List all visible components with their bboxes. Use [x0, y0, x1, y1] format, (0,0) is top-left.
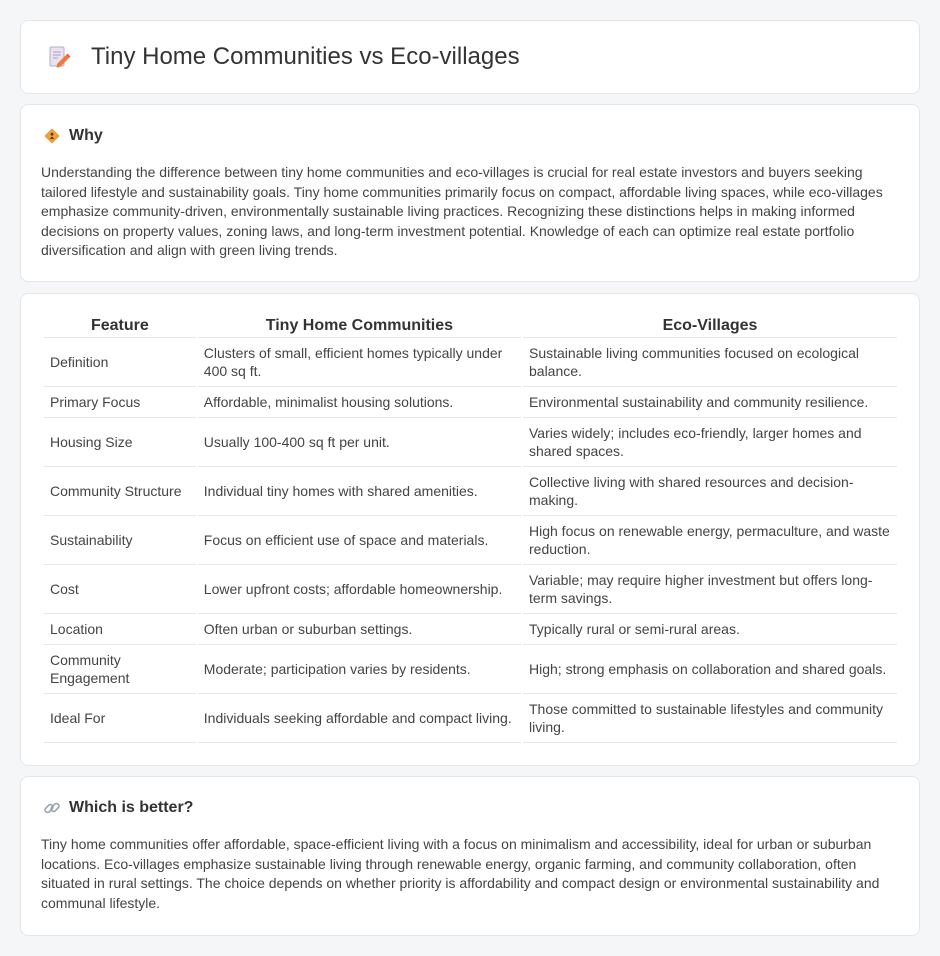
table-header-row: [44, 316, 897, 338]
header-feature: Feature: [44, 316, 196, 338]
feature-cell: Community Structure: [44, 467, 196, 516]
feature-cell: Sustainability: [44, 516, 196, 565]
header-eco-villages: Eco-Villages: [523, 316, 897, 338]
table-row: [44, 467, 897, 516]
better-heading: Which is better?: [69, 799, 194, 816]
table-row: [44, 338, 897, 387]
feature-cell: Housing Size: [44, 418, 196, 467]
tiny-home-cell: Lower upfront costs; affordable homeownership.: [198, 565, 521, 614]
header-tiny-home: Tiny Home Communities: [198, 316, 521, 338]
link-icon: [43, 799, 61, 817]
feature-cell: Ideal For: [44, 694, 196, 743]
feature-cell: Community Engagement: [44, 645, 196, 694]
tiny-home-cell: Often urban or suburban settings.: [198, 614, 521, 645]
better-header: [21, 777, 919, 817]
tiny-home-cell: Clusters of small, efficient homes typically under 400 sq ft.: [198, 338, 521, 387]
table-row: [44, 645, 897, 694]
table-row: [44, 387, 897, 418]
comparison-card: [20, 293, 920, 766]
eco-village-cell: Varies widely; includes eco-friendly, larger homes and shared spaces.: [523, 418, 897, 467]
eco-village-cell: Sustainable living communities focused on ecological balance.: [523, 338, 897, 387]
tiny-home-cell: Usually 100-400 sq ft per unit.: [198, 418, 521, 467]
tiny-home-cell: Individuals seeking affordable and compact living.: [198, 694, 521, 743]
table-row: [44, 614, 897, 645]
eco-village-cell: Variable; may require higher investment but offers long-term savings.: [523, 565, 897, 614]
title-card: [20, 20, 920, 94]
feature-cell: Definition: [44, 338, 196, 387]
eco-village-cell: Those committed to sustainable lifestyles and community living.: [523, 694, 897, 743]
tiny-home-cell: Affordable, minimalist housing solutions.: [198, 387, 521, 418]
why-card: [20, 104, 920, 282]
tiny-home-cell: Focus on efficient use of space and materials.: [198, 516, 521, 565]
document-pencil-icon: [47, 45, 71, 69]
table-row: [44, 516, 897, 565]
title-row: [21, 21, 919, 93]
why-heading: Why: [69, 127, 103, 144]
feature-cell: Location: [44, 614, 196, 645]
comparison-table: [42, 316, 899, 743]
tiny-home-cell: Individual tiny homes with shared amenities.: [198, 467, 521, 516]
why-header: [21, 105, 919, 145]
tiny-home-cell: Moderate; participation varies by residents.: [198, 645, 521, 694]
eco-village-cell: High; strong emphasis on collaboration and shared goals.: [523, 645, 897, 694]
page-title: Tiny Home Communities vs Eco-villages: [91, 43, 520, 70]
why-text: Understanding the difference between tiny home communities and eco-villages is crucial for real estate investors and buyers seeking tailored lifestyle and sustainability goals. Tiny home communities primarily focus on compact, affordable living spaces, while eco-villages emphasize community-driven, environmentally sustainable living practices. Recognizing these distinctions helps in making informed decisions on property values, zoning laws, and long-term investment potential. Knowledge of each can optimize real estate portfolio diversification and align with green living trends.: [41, 164, 883, 258]
eco-village-cell: High focus on renewable energy, permaculture, and waste reduction.: [523, 516, 897, 565]
eco-village-cell: Typically rural or semi-rural areas.: [523, 614, 897, 645]
eco-village-cell: Environmental sustainability and community resilience.: [523, 387, 897, 418]
eco-village-cell: Collective living with shared resources and decision-making.: [523, 467, 897, 516]
feature-cell: Primary Focus: [44, 387, 196, 418]
table-row: [44, 418, 897, 467]
table-row: [44, 565, 897, 614]
which-better-card: [20, 776, 920, 936]
feature-cell: Cost: [44, 565, 196, 614]
table-row: [44, 694, 897, 743]
warning-sign-icon: [43, 127, 61, 145]
better-text: Tiny home communities offer affordable, space-efficient living with a focus on minimalism and accessibility, ideal for urban or suburban locations. Eco-villages emphasize sustainable living through renewable energy, organic farming, and community collaboration, often situated in rural settings. The choice depends on whether priority is affordability and compact design or environmental sustainability and communal lifestyle.: [41, 836, 880, 911]
